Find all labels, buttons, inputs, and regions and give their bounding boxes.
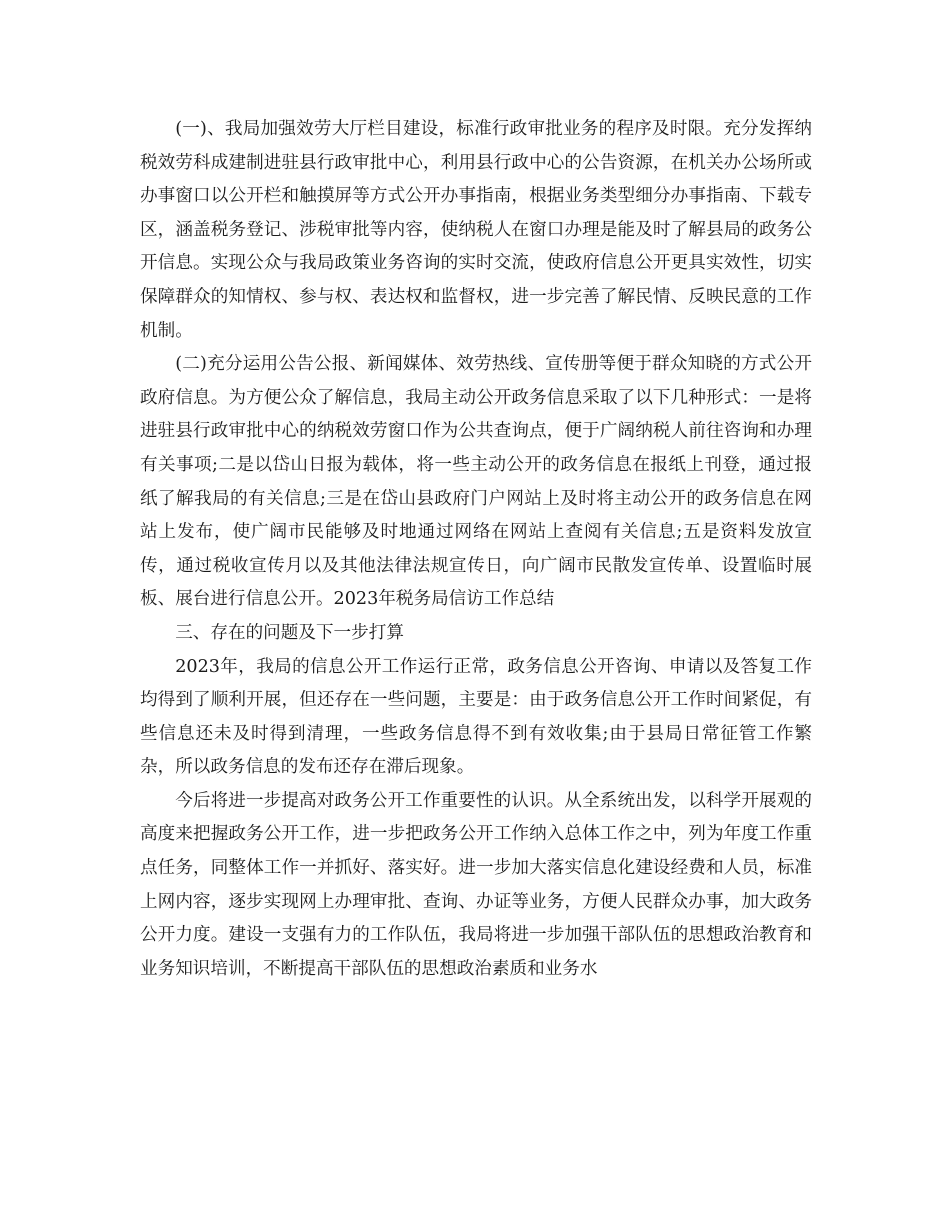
paragraph-publicity-channels: (二)充分运用公告公报、新闻媒体、效劳热线、宣传册等便于群众知晓的方式公开政府信息。为方便公众了解信息，我局主动公开政务信息采取了以下几种形式：一是将进驻县行政审批中心的纳税效劳窗口作为公共查询点，便于广阔纳税人前往咨询和办理有关事项;二是以岱山日报为载体，将一些主动公开的政务信息在报纸上刊登，通过报纸了解我局的有关信息;三是在岱山县政府门户网站上及时将主动公开的政务信息在网站上发布，使广阔市民能够及时地通过网络在网站上查阅有关信息;五是资料发放宣传，通过税收宣传月以及其他法律法规宣传日，向广阔市民散发宣传单、设置临时展板、展台进行信息公开。2023年税务局信访工作总结 (140, 354, 812, 610)
paragraph-service-hall: (一)、我局加强效劳大厅栏目建设，标准行政审批业务的程序及时限。充分发挥纳税效劳科成建制进驻县行政审批中心，利用县行政中心的公告资源，在机关办公场所或办事窗口以公开栏和触摸屏等方式公开办事指南，根据业务类型细分办事指南、下载专区，涵盖税务登记、涉税审批等内容，使纳税人在窗口办理是能及时了解县局的政务公开信息。实现公众与我局政策业务咨询的实时交流，使政府信息公开更具实效性，切实保障群众的知情权、参与权、表达权和监督权，进一步完善了解民情、反映民意的工作机制。 (140, 119, 812, 341)
document-body (140, 113, 812, 986)
paragraph-next-steps: 今后将进一步提高对政务公开工作重要性的认识。从全系统出发，以科学开展观的高度来把握政务公开工作，进一步把政务公开工作纳入总体工作之中，列为年度工作重点任务，同整体工作一并抓好、落实好。进一步加大落实信息化建设经费和人员，标准上网内容，逐步实现网上办理审批、查询、办证等业务，方便人民群众办事，加大政务公开力度。建设一支强有力的工作队伍，我局将进一步加强干部队伍的思想政治教育和业务知识培训，不断提高干部队伍的思想政治素质和业务水 (140, 790, 812, 979)
paragraph-problems: 2023年，我局的信息公开工作运行正常，政务信息公开咨询、申请以及答复工作均得到了顺利开展，但还存在一些问题，主要是：由于政务信息公开工作时间紧促，有些信息还未及时得到清理，一些政务信息得不到有效收集;由于县局日常征管工作繁杂，所以政务信息的发布还存在滞后现象。 (140, 656, 812, 778)
section-heading-problems: 三、存在的问题及下一步打算 (175, 622, 404, 643)
